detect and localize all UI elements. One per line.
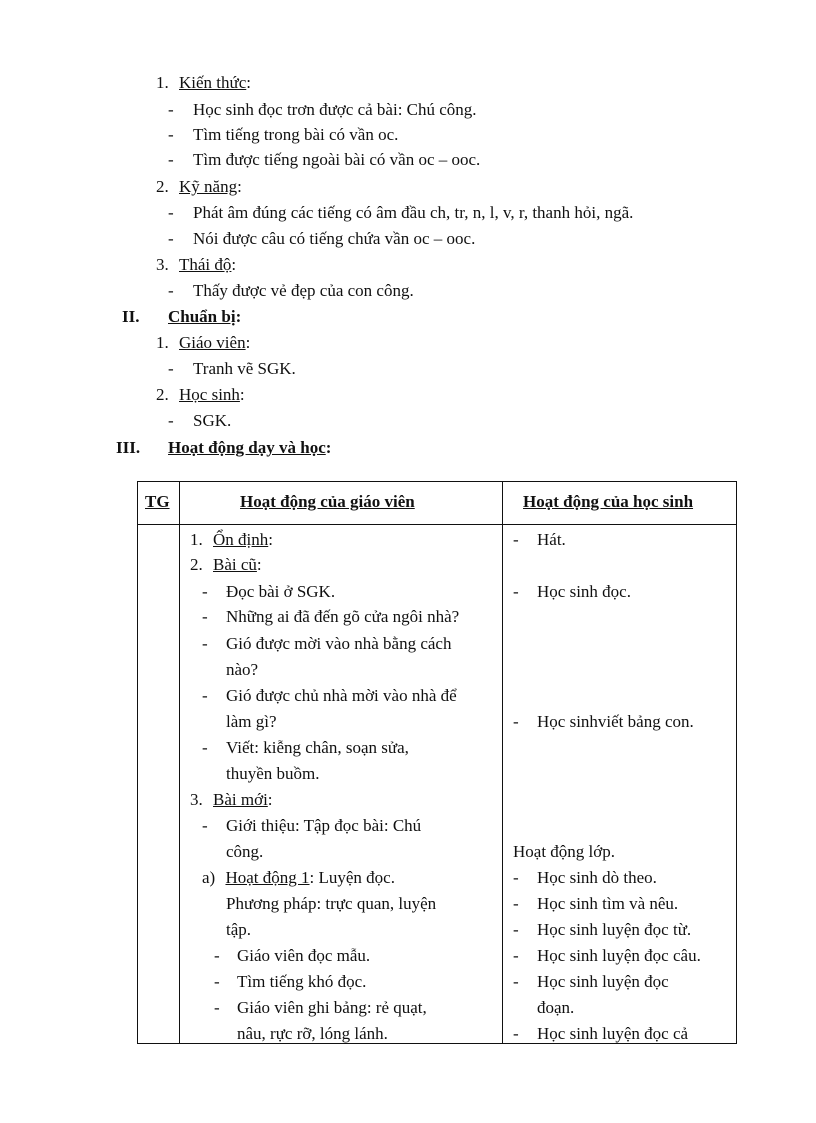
header-teacher: Hoạt động của giáo viên	[240, 492, 415, 511]
item-number: 3.	[156, 255, 169, 274]
list-item-text: Giới thiệu: Tập đọc bài: Chú	[226, 816, 422, 835]
list-item: -	[168, 281, 174, 300]
item-title: Thái độ	[179, 255, 232, 274]
list-item-text: làm gì?	[226, 712, 277, 731]
list-item-text: Học sinh đọc trơn được cả bài: Chú công.	[193, 100, 477, 119]
list-item-text: Tìm được tiếng ngoài bài có vần oc – ooc.	[193, 150, 481, 169]
list-item-text: Tranh vẽ SGK.	[193, 359, 296, 378]
list-item: -	[168, 125, 174, 144]
list-item-text: nâu, rực rỡ, lóng lánh.	[237, 1024, 388, 1043]
list-item-text: Đọc bài ở SGK.	[226, 582, 336, 601]
objective-heading-skills: 2. Kỹ năng:	[156, 177, 242, 196]
list-item-text: Học sinh luyện đọc từ.	[537, 920, 692, 939]
activity-1-heading: a) Hoạt động 1: Luyện đọc.	[202, 868, 395, 887]
list-item-text: Gió được mời vào nhà bằng cách	[226, 634, 452, 653]
teacher-bai-moi: 3. Bài mới:	[190, 790, 273, 809]
list-item-text: Phát âm đúng các tiếng có âm đầu ch, tr, n, l, v, r, thanh hỏi, ngã.	[193, 203, 634, 222]
list-item-text: Học sinh luyện đọc cả	[537, 1024, 689, 1043]
list-item: -	[168, 359, 174, 378]
list-item-text: Học sinh tìm và nêu.	[537, 894, 679, 913]
list-item: -	[168, 229, 174, 248]
item-number: 1.	[156, 73, 169, 92]
list-item-text: Nói được câu có tiếng chứa vần oc – ooc.	[193, 229, 476, 248]
header-tg: TG	[145, 492, 170, 511]
list-item-text: Giáo viên đọc mẫu.	[237, 946, 371, 965]
objective-heading-knowledge: 1. Kiến thức:	[156, 73, 252, 92]
list-item: -	[168, 150, 174, 169]
list-item: -	[168, 411, 174, 430]
list-item-text: Những ai đã đến gõ cửa ngôi nhà?	[226, 607, 460, 626]
objective-heading-attitude: 3. Thái độ:	[156, 255, 237, 274]
item-title: Kiến thức	[179, 73, 247, 92]
header-student: Hoạt động của học sinh	[523, 492, 694, 511]
list-item-text: Học sinh dò theo.	[537, 868, 657, 887]
list-item-text: Tìm tiếng trong bài có vần oc.	[193, 125, 399, 144]
list-item-text: Gió được chủ nhà mời vào nhà để	[226, 686, 457, 705]
list-item-text: Thấy được vẻ đẹp của con công.	[193, 281, 414, 300]
list-item-text: Học sinh đọc.	[537, 582, 631, 601]
item-title: Kỹ năng	[179, 177, 238, 196]
list-item-text: Học sinh luyện đọc câu.	[537, 946, 701, 965]
list-item-text: Học sinh luyện đọc	[537, 972, 669, 991]
list-item-text: Giáo viên ghi bảng: rẻ quạt,	[237, 998, 427, 1017]
section-title: Chuẩn bị:	[168, 307, 242, 326]
section-roman-numeral: II.	[122, 307, 140, 326]
item-number: 2.	[156, 177, 169, 196]
prep-student-heading: 2. Học sinh:	[156, 385, 245, 404]
prep-teacher-heading: 1. Giáo viên:	[156, 333, 251, 352]
method-text: tập.	[226, 920, 252, 939]
list-item: -	[168, 100, 174, 119]
list-item-text: nào?	[226, 660, 259, 679]
list-item-text: Viết: kiễng chân, soạn sửa,	[226, 738, 409, 757]
list-item-text: Tìm tiếng khó đọc.	[237, 972, 367, 991]
method-text: Phương pháp: trực quan, luyện	[226, 894, 437, 913]
teacher-bai-cu: 2. Bài cũ:	[190, 555, 262, 574]
list-item: -	[168, 203, 174, 222]
class-activity-label: Hoạt động lớp.	[513, 842, 616, 861]
teacher-on-dinh: 1. Ổn định:	[190, 530, 273, 549]
list-item-text: Học sinhviết bảng con.	[537, 712, 694, 731]
list-item-text: thuyền buồm.	[226, 764, 320, 783]
column-divider	[179, 482, 180, 1043]
header-divider	[138, 524, 736, 525]
column-divider	[502, 482, 503, 1043]
lesson-table: TG Hoạt động của giáo viên Hoạt động của học sinh 1. Ổn định: 2. Bài cũ: - Đọc bài ở SGK. - Những ai đã đến gõ cửa ngôi nhà? - Gió được mời vào nhà bằng cách nào? - Gió được chủ nhà mời vào nhà để làm gì? - Viết: kiễng chân, soạn sửa, thuyền buồm. 3. Bài mới: - Giới thiệu: Tập đọc bài: Chú công. a) Hoạt động 1: Luyện đọc. Phương pháp: trực quan, luyện tập. - Giáo viên đọc mẫu. - Tìm tiếng khó đọc. - Giáo viên ghi bảng: rẻ quạt, nâu, rực rỡ, lóng lánh. - Hát. - Học sinh đọc. - Học sinhviết bảng con. Hoạt động lớp. - Học sinh dò theo. - Học sinh tìm và nêu. - Học sinh luyện đọc từ. - Học sinh luyện đọc câu. - Học sinh luyện đọc đoạn. - Học sinh luyện đọc cả	[137, 481, 737, 1044]
section-title: Hoạt động dạy và học:	[168, 438, 332, 457]
list-item-text: công.	[226, 842, 264, 861]
list-item-text: SGK.	[193, 411, 232, 430]
section-roman-numeral: III.	[116, 438, 141, 457]
list-item-text: Hát.	[537, 530, 566, 549]
list-item-text: đoạn.	[537, 998, 575, 1017]
